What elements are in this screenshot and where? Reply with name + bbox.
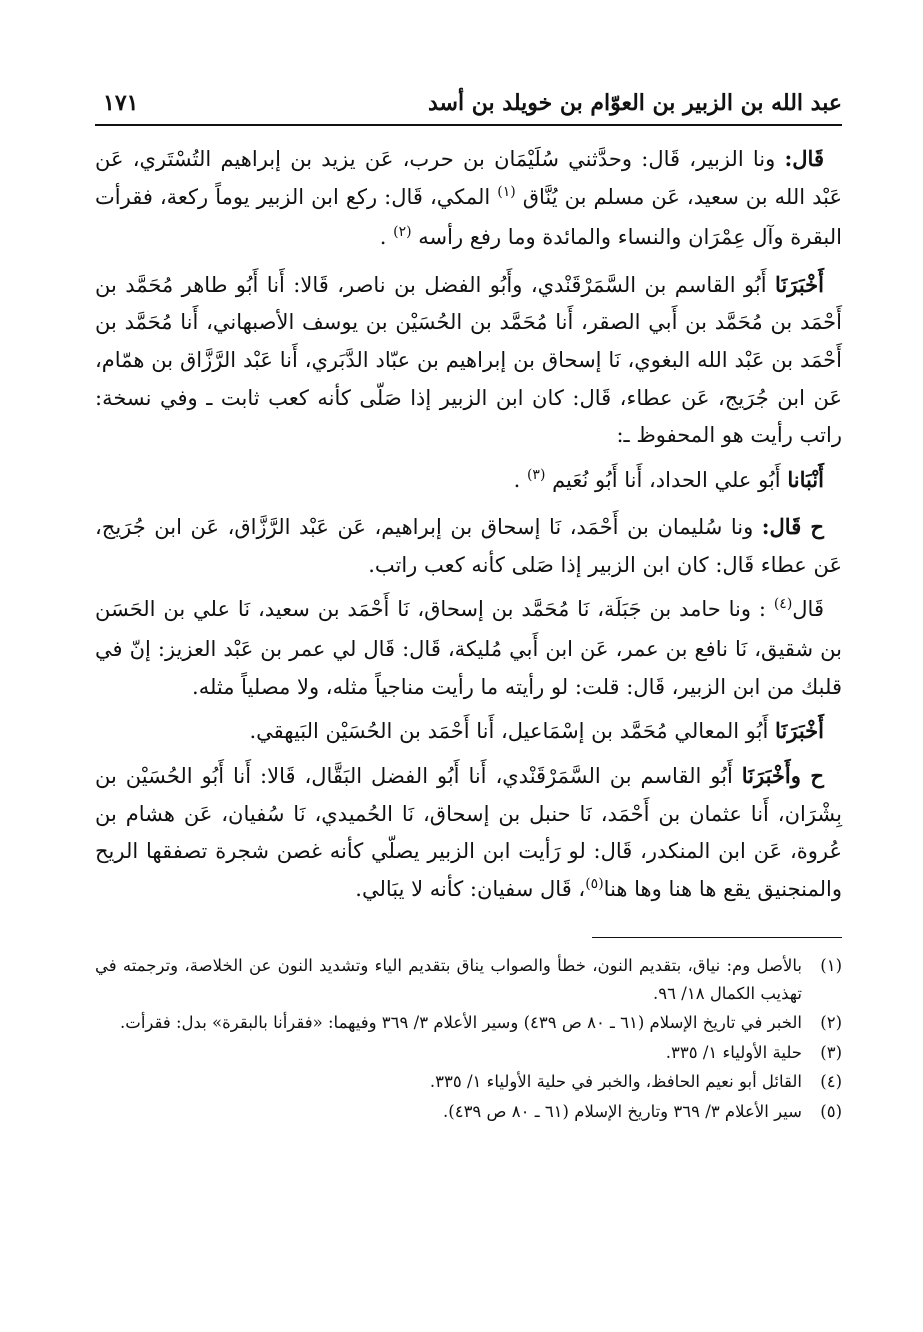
footnote-marker-4: (٤) [773, 595, 793, 612]
footnote-marker-5: (٥) [585, 875, 604, 892]
paragraph-lead: أَخْبَرَنَا [775, 718, 824, 744]
footnote-text: الخبر في تاريخ الإسلام (٦١ ـ ٨٠ ص ٤٣٩) وسير الأعلام ٣/ ٣٦٩ وفيهما: «فقرأنا بالبقرة» بدل: فقرأت. [120, 1013, 802, 1033]
running-title: عبد الله بن الزبير بن العوّام بن خويلد بن أسد [427, 90, 842, 116]
footnote-number: (٤) [820, 1072, 842, 1092]
paragraph-text: أَبُو القاسم بن السَّمَرْقَنْدي، وأَبُو الفضل بن ناصر، قَالا: أَنا أَبُو طاهر مُحَمَّد بن أَحْمَد بن مُحَمَّد بن أَبي الصقر، أَنا مُحَمَّد بن الحُسَيْن بن يوسف الأصبهاني، أَنا مُحَمَّد بن أَحْمَد بن عَبْد الله البغوي، نَا إسحاق بن إبراهيم بن عبّاد الدَّبَري، أَنا عَبْد الرَّزَّاق بن همّام، عَن ابن جُرَيج، عَن عطاء، قَال: كان ابن الزبير إذا صَلّى كأنه كعب ثابت ـ وفي نسخة: راتب رأيت هو المحفوظ ـ: [95, 272, 842, 448]
paragraph-text: ونا سُليمان بن أَحْمَد، نَا إسحاق بن إبراهيم، عَن عَبْد الرَّزَّاق، عَن ابن جُرَيج، عَن عطاء قَال: كان ابن الزبير إذا صَلى كأنه كعب راتب. [95, 515, 842, 577]
paragraph-lead: ح قَال: [761, 514, 824, 540]
paragraph-text: المكي، قَال: ركع ابن الزبير يوماً ركعة، فقرأت البقرة وآل عِمْرَان والنساء والمائدة وما رفع رأسه [95, 184, 842, 250]
paragraph-text: . [379, 225, 394, 250]
page-number: ١٧١ [103, 90, 139, 116]
paragraph-text: . [513, 467, 527, 492]
paragraph-lead: قَال [792, 596, 824, 621]
paragraph-lead: أَنْبَانا [787, 466, 824, 492]
paragraph-text: : ونا حامد بن جَبَلَة، نَا مُحَمَّد بن إسحاق، نَا أَحْمَد بن سعيد، نَا علي بن الحَسَن بن شقيق، نَا نافع بن عمر، عَن ابن أَبي مُليكة، قَال: قَال لي عمر بن عَبْد العزيز: إنّ في قلبك من ابن الزبير، قَال: قلت: لو رأيته ما رأيت مناجياً مثله، ولا مصلياً مثله. [95, 596, 842, 699]
footnote-item [95, 1068, 842, 1096]
book-page [95, 88, 842, 1127]
paragraph-6 [95, 712, 842, 751]
paragraph-text: أَبُو القاسم بن السَّمَرْقَنْدي، أَنا أَبُو الفضل البَقَّال، قَالا: أَنا أَبُو الحُسَيْن بن بِشْرَان، أَنا عثمان بن أَحْمَد، نَا حنبل بن إسحاق، نَا الحُميدي، نَا سُفيان، عَن هشام بن عُروة، عَن ابن المنكدر، قَال: لو رَأيت ابن الزبير يصلّي كأنه غصن شجرة تصفقها الريح والمنجنيق يقع ها هنا وها هنا [95, 763, 842, 901]
footnotes [95, 952, 842, 1125]
footnote-marker-1: (١) [497, 183, 516, 200]
footnote-divider [592, 937, 842, 938]
footnote-marker-3: (٣) [526, 466, 546, 483]
footnote-item [95, 1009, 842, 1037]
paragraph-5 [95, 591, 842, 707]
paragraph-lead: أَخْبَرَنَا [775, 271, 824, 297]
paragraph-2 [95, 266, 842, 455]
paragraph-text: ، قَال سفيان: كأنه لا يبَالي. [355, 876, 586, 901]
footnote-item [95, 1039, 842, 1067]
paragraph-lead: ح وأَخْبَرَنَا [741, 762, 824, 788]
footnote-number: (٣) [820, 1042, 842, 1062]
footnote-number: (٥) [820, 1101, 842, 1121]
paragraph-7 [95, 757, 842, 911]
paragraph-text: أَبُو المعالي مُحَمَّد بن إسْمَاعيل، أَنا أَحْمَد بن الحُسَيْن البَيهقي. [249, 719, 776, 744]
footnote-number: (٢) [820, 1013, 842, 1033]
page-header [95, 88, 842, 126]
paragraph-1 [95, 140, 842, 260]
paragraph-4 [95, 508, 842, 584]
footnote-text: سير الأعلام ٣/ ٣٦٩ وتاريخ الإسلام (٦١ ـ ٨٠ ص ٤٣٩). [443, 1101, 802, 1121]
paragraph-lead: قَال: [784, 146, 824, 171]
footnote-text: القائل أبو نعيم الحافظ، والخبر في حلية الأولياء ١/ ٣٣٥. [429, 1072, 802, 1092]
footnote-item [95, 1098, 842, 1126]
footnote-text: حلية الأولياء ١/ ٣٣٥. [665, 1042, 802, 1062]
footnote-item [95, 952, 842, 1007]
main-text [95, 140, 842, 911]
footnote-marker-2: (٢) [393, 224, 412, 241]
footnote-number: (١) [820, 956, 842, 976]
paragraph-3 [95, 461, 842, 503]
footnote-text: بالأصل وم: نياق، بتقديم النون، خطأ والصواب يناق بتقديم الياء وتشديد النون عن الخلاصة، وترجمته في تهذيب الكمال ١٨/ ٩٦. [95, 956, 802, 1003]
paragraph-text: ونا الزبير، قَال: وحدَّثني سُلَيْمَان بن حرب، عَن يزيد بن إبراهيم التُسْتَري، عَن عَبْد الله بن سعيد، عَن مسلم بن يُنَّاق [95, 147, 842, 209]
paragraph-text: أَبُو علي الحداد، أَنا أَبُو نُعَيم [545, 467, 788, 492]
